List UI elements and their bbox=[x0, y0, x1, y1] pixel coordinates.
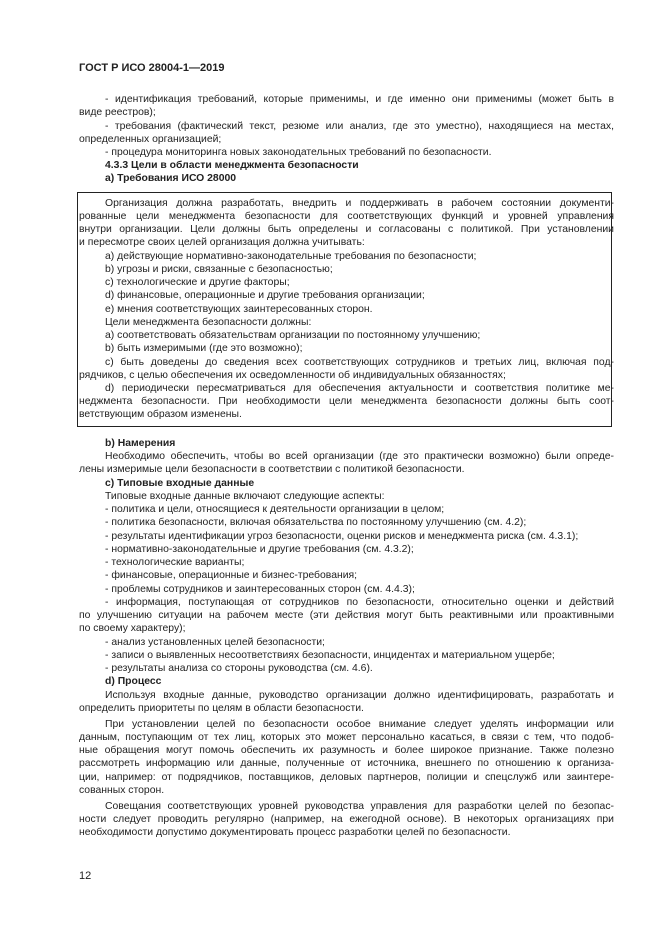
box-line: e) мнения соответствующих заинтересованных сторон. bbox=[105, 304, 373, 315]
box-line: рованные цели менеджмента безопасности для соответствующих функций и уровней управления bbox=[79, 211, 614, 222]
box-line: внутри организации. Цели должны быть определены и согласованы с политикой. При установлении bbox=[79, 224, 614, 235]
paragraph-line: При установлении целей по безопасности особое внимание следует уделять информации или bbox=[105, 719, 614, 730]
box-line: Организация должна разработать, внедрить и поддерживать в рабочем состоянии документи- bbox=[105, 198, 614, 209]
box-line: d) периодически пересматриваться для обеспечения актуальности и соответствия политике ме- bbox=[105, 383, 614, 394]
subsection-heading: а) Требования ИСО 28000 bbox=[105, 173, 237, 184]
paragraph-line: ности следует проводить регулярно (например, на ежегодной основе). В некоторых организациях при bbox=[79, 814, 614, 825]
paragraph-line: сованных сторон. bbox=[79, 785, 165, 796]
section-heading: 4.3.3 Цели в области менеджмента безопасности bbox=[105, 160, 359, 171]
list-item: - проблемы сотрудников и заинтересованных сторон (см. 4.4.3); bbox=[105, 584, 415, 595]
document-header: ГОСТ Р ИСО 28004-1—2019 bbox=[79, 62, 225, 74]
list-item: - финансовые, операционные и бизнес-требования; bbox=[105, 570, 358, 581]
box-line: b) угрозы и риски, связанные с безопасностью; bbox=[105, 264, 333, 275]
list-item: - политика безопасности, включая обязательства по постоянному улучшению (см. 4.2); bbox=[105, 517, 527, 528]
paragraph-line: Используя входные данные, руководство организации должно идентифицировать, разработать и bbox=[105, 690, 614, 701]
paragraph-line: данным, поступающим от тех лиц, которых это может персонально касаться, в связи с тем, что подоб- bbox=[79, 732, 614, 743]
paragraph-line: необходимости допустимо документировать процесс разработки целей по безопасности. bbox=[79, 827, 511, 838]
paragraph-line: Необходимо обеспечить, чтобы во всей организации (где это практически возможно) были опреде- bbox=[105, 451, 614, 462]
requirements-box bbox=[77, 192, 612, 427]
paragraph-line: Совещания соответствующих уровней руководства управления для разработки целей по безопас- bbox=[105, 801, 614, 812]
box-line: Цели менеджмента безопасности должны: bbox=[105, 317, 312, 328]
box-line: неджмента безопасности. При необходимости цели менеджмента безопасности должны быть соот- bbox=[79, 396, 614, 407]
paragraph-line: по улучшению ситуации на рабочем месте (эти действия могут быть реактивными или проактивными bbox=[79, 610, 614, 621]
paragraph-line: по своему характеру); bbox=[79, 623, 186, 634]
paragraph-line: Типовые входные данные включают следующие аспекты: bbox=[105, 491, 385, 502]
paragraph-line: - идентификация требований, которые применимы, и где именно они применимы (может быть в bbox=[105, 94, 614, 105]
paragraph-line: ные обращения могут помочь обеспечить их разумность и более широкое признание. Также полезно bbox=[79, 745, 614, 756]
box-line: рядчиков, с целью обеспечения их осведомленности об индивидуальных обязанностях; bbox=[79, 370, 506, 381]
box-line: c) технологические и другие факторы; bbox=[105, 277, 290, 288]
box-line: и пересмотре своих целей организация должна учитывать: bbox=[79, 237, 365, 248]
list-item: - записи о выявленных несоответствиях безопасности, инцидентах и материальном ущербе; bbox=[105, 650, 555, 661]
box-line: ветствующим образом изменены. bbox=[79, 409, 242, 420]
paragraph-line: - процедура мониторинга новых законодательных требований по безопасности. bbox=[105, 147, 492, 158]
list-item: - анализ установленных целей безопасности; bbox=[105, 637, 325, 648]
list-item: - нормативно-законодательные и другие требования (см. 4.3.2); bbox=[105, 544, 414, 555]
box-line: a) действующие нормативно-законодательные требования по безопасности; bbox=[105, 251, 477, 262]
list-item: - технологические варианты; bbox=[105, 557, 245, 568]
list-item: - результаты идентификации угроз безопасности, оценки рисков и менеджмента риска (см. 4.3.1); bbox=[105, 531, 579, 542]
box-line: b) быть измеримыми (где это возможно); bbox=[105, 343, 303, 354]
box-line: a) соответствовать обязательствам организации по постоянному улучшению; bbox=[105, 330, 481, 341]
paragraph-line: рассмотреть информацию или данные, полученные от источника, внешнего по отношению к организа- bbox=[79, 758, 614, 769]
paragraph-line: определенных организацией; bbox=[79, 134, 222, 145]
list-item: - информация, поступающая от сотрудников по безопасности, относительно оценки и действий bbox=[105, 597, 614, 608]
subsection-heading: d) Процесс bbox=[105, 676, 162, 687]
subsection-heading: b) Намерения bbox=[105, 438, 176, 449]
box-line: c) быть доведены до сведения всех соответствующих сотрудников и третьих лиц, включая под- bbox=[105, 357, 614, 368]
subsection-heading: c) Типовые входные данные bbox=[105, 478, 255, 489]
paragraph-line: лены измеримые цели безопасности в соответствии с политикой безопасности. bbox=[79, 464, 465, 475]
list-item: - политика и цели, относящиеся к деятельности организации в целом; bbox=[105, 504, 445, 515]
paragraph-line: - требования (фактический текст, резюме или анализ, где это уместно), находящиеся на местах, bbox=[105, 121, 614, 132]
page-number: 12 bbox=[79, 870, 92, 882]
paragraph-line: виде реестров); bbox=[79, 107, 156, 118]
list-item: - результаты анализа со стороны руководства (см. 4.6). bbox=[105, 663, 373, 674]
paragraph-line: ции, например: от подрядчиков, поставщиков, деловых партнеров, полиции и спецслужб или заинтере- bbox=[79, 772, 614, 783]
paragraph-line: определить приоритеты по целям в области безопасности. bbox=[79, 703, 364, 714]
box-line: d) финансовые, операционные и другие требования организации; bbox=[105, 290, 425, 301]
